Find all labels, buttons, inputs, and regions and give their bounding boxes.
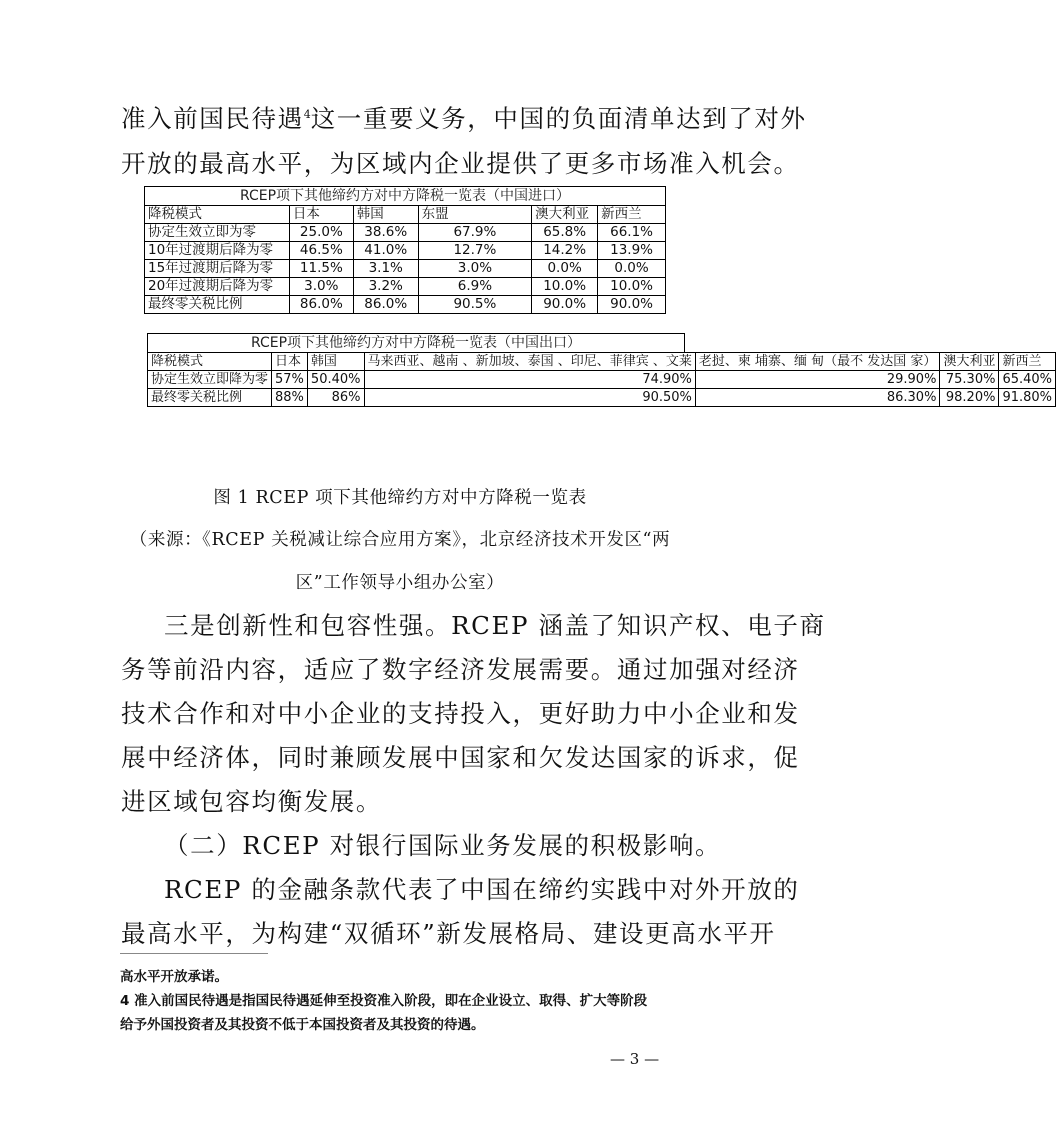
table-row [145, 296, 666, 314]
footnote-4: 4 准入前国民待遇是指国民待遇延伸至投资准入阶段，即在企业设立、取得、扩大等阶段 [120, 993, 648, 1009]
value-cell: 0.0% [532, 260, 598, 278]
footnote-marker[interactable]: 4 [303, 107, 311, 121]
import-tariff-table [144, 186, 666, 314]
text-span: 准入前国民待遇 [121, 104, 304, 133]
table [144, 205, 666, 314]
paragraph-line: 进区域包容均衡发展。 [121, 787, 382, 816]
table-row [148, 389, 1056, 407]
table-header-cell: 韩国 [353, 206, 418, 224]
value-cell: 3.0% [418, 260, 532, 278]
table-header-cell: 韩国 [307, 353, 364, 371]
value-cell: 98.20% [940, 389, 999, 407]
value-cell: 3.2% [353, 278, 418, 296]
value-cell: 90.50% [364, 389, 695, 407]
value-cell: 41.0% [353, 242, 418, 260]
table-header-cell: 东盟 [418, 206, 532, 224]
table-row [148, 371, 1056, 389]
table-header-cell: 澳大利亚 [940, 353, 999, 371]
page-number: — 3 — [610, 1050, 660, 1068]
row-label-cell: 最终零关税比例 [148, 389, 272, 407]
paragraph-line: RCEP 的金融条款代表了中国在缔约实践中对外开放的 [164, 875, 800, 904]
paragraph-line: 三是创新性和包容性强。RCEP 涵盖了知识产权、电子商 [164, 611, 826, 640]
table-row [145, 260, 666, 278]
footnote-4-cont: 给予外国投资者及其投资不低于本国投资者及其投资的待遇。 [120, 1017, 485, 1033]
table-header-cell: 降税模式 [145, 206, 290, 224]
value-cell: 25.0% [289, 224, 353, 242]
footnote-divider [120, 953, 268, 954]
table-header-cell: 日本 [289, 206, 353, 224]
value-cell: 90.5% [418, 296, 532, 314]
table-row [145, 242, 666, 260]
table-header-cell: 马来西亚、越南 、新加坡、泰国 、印尼、菲律宾 、文莱 [364, 353, 695, 371]
value-cell: 38.6% [353, 224, 418, 242]
text-span: 这一重要义务，中国的负面清单达到了对外 [310, 104, 807, 133]
value-cell: 86.0% [289, 296, 353, 314]
figure-source: （来源：《RCEP 关税减让综合应用方案》，北京经济技术开发区“两 [129, 530, 671, 550]
value-cell: 86% [307, 389, 364, 407]
value-cell: 91.80% [999, 389, 1056, 407]
row-label-cell: 15年过渡期后降为零 [145, 260, 290, 278]
table-header-cell: 老挝、柬 埔寨、缅 甸（最不 发达国 家） [695, 353, 940, 371]
paragraph-line: 技术合作和对中小企业的支持投入，更好助力中小企业和发 [121, 699, 800, 728]
value-cell: 65.8% [532, 224, 598, 242]
value-cell: 88% [272, 389, 308, 407]
table-header-cell: 降税模式 [148, 353, 272, 371]
table-header-cell: 新西兰 [598, 206, 666, 224]
row-label-cell: 最终零关税比例 [145, 296, 290, 314]
value-cell: 10.0% [532, 278, 598, 296]
row-label-cell: 10年过渡期后降为零 [145, 242, 290, 260]
value-cell: 75.30% [940, 371, 999, 389]
row-label-cell: 协定生效立即降为零 [148, 371, 272, 389]
paragraph-line: 开放的最高水平，为区域内企业提供了更多市场准入机会。 [121, 149, 800, 178]
table-header-cell: 日本 [272, 353, 308, 371]
value-cell: 65.40% [999, 371, 1056, 389]
value-cell: 29.90% [695, 371, 940, 389]
table-row [145, 278, 666, 296]
table-title: RCEP项下其他缔约方对中方降税一览表（中国出口） [147, 333, 685, 352]
value-cell: 46.5% [289, 242, 353, 260]
value-cell: 57% [272, 371, 308, 389]
table-row [145, 224, 666, 242]
value-cell: 86.0% [353, 296, 418, 314]
paragraph-line: 展中经济体，同时兼顾发展中国家和欠发达国家的诉求，促 [121, 743, 800, 772]
value-cell: 3.0% [289, 278, 353, 296]
value-cell: 13.9% [598, 242, 666, 260]
value-cell: 10.0% [598, 278, 666, 296]
row-label-cell: 20年过渡期后降为零 [145, 278, 290, 296]
value-cell: 50.40% [307, 371, 364, 389]
table-header-cell: 澳大利亚 [532, 206, 598, 224]
section-heading: （二）RCEP 对银行国际业务发展的积极影响。 [164, 831, 722, 860]
value-cell: 14.2% [532, 242, 598, 260]
value-cell: 12.7% [418, 242, 532, 260]
value-cell: 0.0% [598, 260, 666, 278]
table [147, 352, 1056, 407]
value-cell: 66.1% [598, 224, 666, 242]
table-header-row [148, 353, 1056, 371]
table-header-cell: 新西兰 [999, 353, 1056, 371]
value-cell: 67.9% [418, 224, 532, 242]
paragraph-line: 最高水平，为构建“双循环”新发展格局、建设更高水平开 [121, 919, 776, 948]
value-cell: 90.0% [532, 296, 598, 314]
value-cell: 11.5% [289, 260, 353, 278]
footnote-continued: 高水平开放承诺。 [120, 969, 228, 985]
paragraph-line: 务等前沿内容，适应了数字经济发展需要。通过加强对经济 [121, 655, 800, 684]
table-title: RCEP项下其他缔约方对中方降税一览表（中国进口） [144, 186, 666, 205]
value-cell: 6.9% [418, 278, 532, 296]
figure-caption: 图 1 RCEP 项下其他缔约方对中方降税一览表 [213, 488, 587, 508]
value-cell: 74.90% [364, 371, 695, 389]
row-label-cell: 协定生效立即为零 [145, 224, 290, 242]
value-cell: 86.30% [695, 389, 940, 407]
export-tariff-table [147, 333, 1053, 407]
table-header-row [145, 206, 666, 224]
figure-source: 区”工作领导小组办公室） [295, 573, 505, 593]
value-cell: 90.0% [598, 296, 666, 314]
paragraph-line [121, 100, 807, 135]
value-cell: 3.1% [353, 260, 418, 278]
